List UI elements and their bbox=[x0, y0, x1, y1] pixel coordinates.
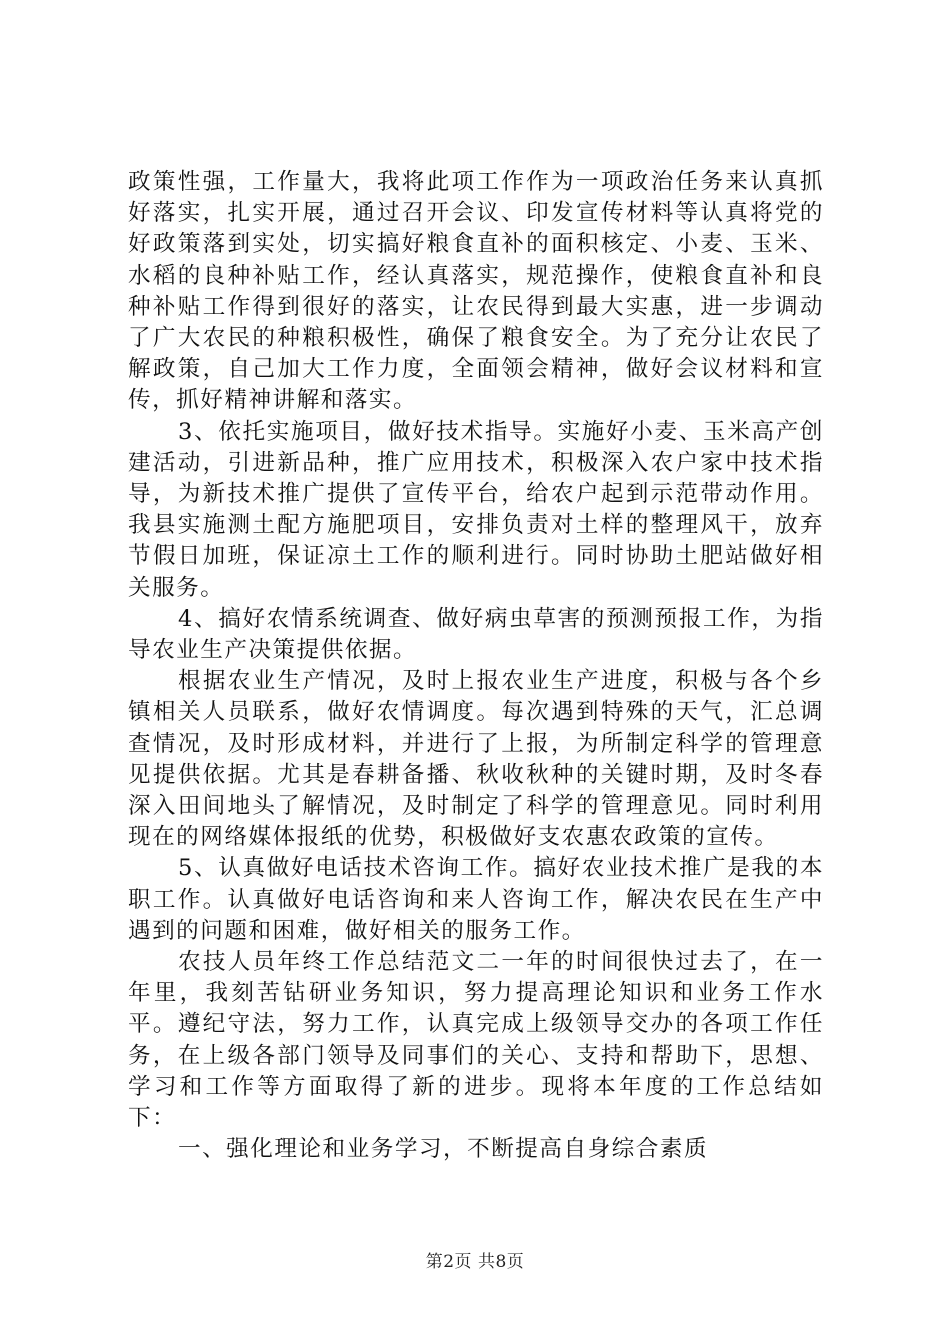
paragraph-production-reporting: 根据农业生产情况，及时上报农业生产进度，积极与各个乡镇相关人员联系，做好农情调度。每次遇到特殊的天气，汇总调查情况，及时形成材料，并进行了上报，为所制定科学的管理意见提供依据。尤其是春耕备播、秋收秋种的关键时期，及时冬春深入田间地头了解情况，及时制定了科学的管理意见。同时利用现在的网络媒体报纸的优势，积极做好支农惠农政策的宣传。 bbox=[128, 668, 824, 851]
paragraph-policy-implementation: 政策性强，工作量大，我将此项工作作为一项政治任务来认真抓好落实，扎实开展，通过召开会议、印发宣传材料等认真将党的好政策落到实处，切实搞好粮食直补的面积核定、小麦、玉米、水稻的良种补贴工作，经认真落实，规范操作，使粮食直补和良种补贴工作得到很好的落实，让农民得到最大实惠，进一步调动了广大农民的种粮积极性，确保了粮食安全。为了充分让农民了解政策，自己加大工作力度，全面领会精神，做好会议材料和宣传，抓好精神讲解和落实。 bbox=[128, 169, 824, 414]
paragraph-item-4-agricultural-survey: 4、搞好农情系统调查、做好病虫草害的预测预报工作，为指导农业生产决策提供依据。 bbox=[128, 605, 824, 664]
paragraph-item-5-phone-consulting: 5、认真做好电话技术咨询工作。搞好农业技术推广是我的本职工作。认真做好电话咨询和来人咨询工作，解决农民在生产中遇到的问题和困难，做好相关的服务工作。 bbox=[128, 855, 824, 944]
section-heading-theory-study: 一、强化理论和业务学习，不断提高自身综合素质 bbox=[178, 1136, 709, 1163]
page-number-footer: 第2页 共8页 bbox=[425, 1252, 525, 1272]
paragraph-item-3-technical-guidance: 3、依托实施项目，做好技术指导。实施好小麦、玉米高产创建活动，引进新品种，推广应用技术，积极深入农户家中技术指导，为新技术推广提供了宣传平台，给农户起到示范带动作用。我县实施测土配方施肥项目，安排负责对土样的整理风干，放弃节假日加班，保证凉土工作的顺利进行。同时协助土肥站做好相关服务。 bbox=[128, 418, 824, 601]
paragraph-annual-summary-intro: 农技人员年终工作总结范文二一年的时间很快过去了，在一年里，我刻苦钻研业务知识，努力提高理论知识和业务工作水平。遵纪守法，努力工作，认真完成上级领导交办的各项工作任务，在上级各部门领导及同事们的关心、支持和帮助下，思想、学习和工作等方面取得了新的进步。现将本年度的工作总结如下： bbox=[128, 949, 824, 1132]
document-body bbox=[128, 167, 824, 1166]
